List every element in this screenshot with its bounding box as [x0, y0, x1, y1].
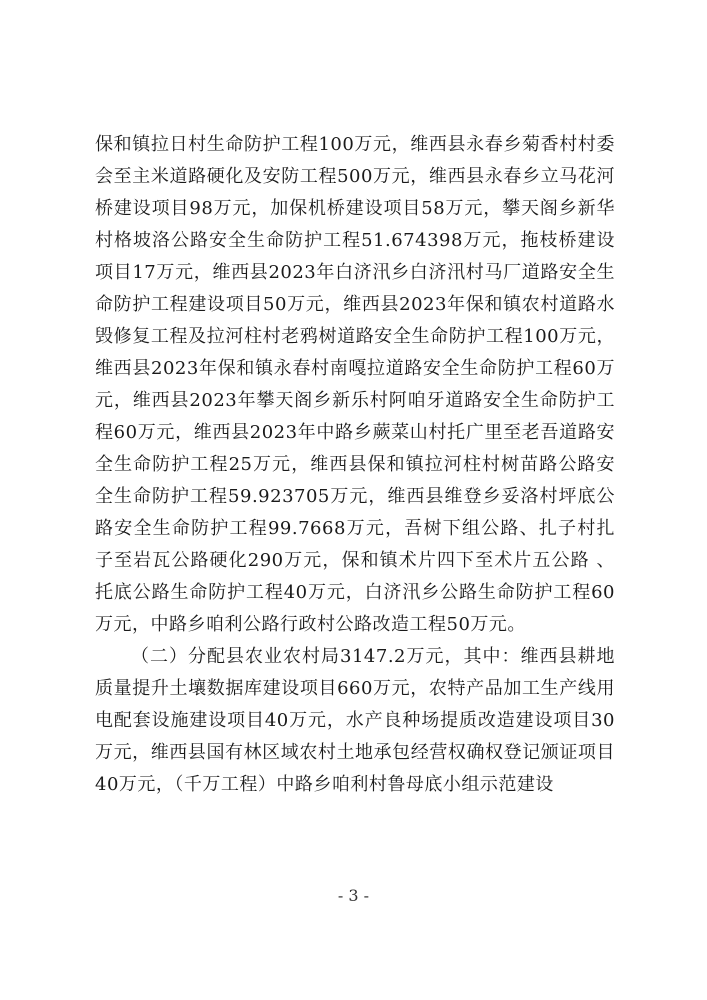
paragraph-2: （二）分配县农业农村局3147.2万元，其中：维西县耕地质量提升土壤数据库建设项目660万元，农特产品加工生产线用电配套设施建设项目40万元，水产良种场提质改造建设项目30万元，维西县国有林区域农村土地承包经营权确权登记颁证项目40万元，（千万工程）中路乡咱利村鲁母底小组示范建设 — [95, 646, 615, 795]
page-number: - 3 - — [337, 886, 370, 905]
paragraph-1: 保和镇拉日村生命防护工程100万元，维西县永春乡菊香村村委会至主米道路硬化及安防工程500万元，维西县永春乡立马花河桥建设项目98万元，加保机桥建设项目58万元，攀天阁乡新华村格坡洛公路安全生命防护工程51.674398万元，拖枝桥建设项目17万元，维西县2023年白济汛乡白济汛村马厂道路安全生命防护工程建设项目50万元，维西县2023年保和镇农村道路水毁修复工程及拉河柱村老鸦树道路安全生命防护工程100万元，维西县2023年保和镇永春村南嘎拉道路安全生命防护工程60万元，维西县2023年攀天阁乡新乐村阿咱牙道路安全生命防护工程60万元，维西县2023年中路乡蕨菜山村托广里至老吾道路安全生命防护工程25万元，维西县保和镇拉河柱村树苗路公路安全生命防护工程59.923705万元，维西县维登乡妥洛村坪底公路安全生命防护工程99.7668万元，吾树下组公路、扎子村扎子至岩瓦公路硬化290万元，保和镇术片四下至术片五公路 、托底公路生命防护工程40万元，白济汛乡公路生命防护工程60万元，中路乡咱利公路行政村公路改造工程50万元。 — [95, 134, 615, 635]
document-body — [95, 129, 615, 801]
